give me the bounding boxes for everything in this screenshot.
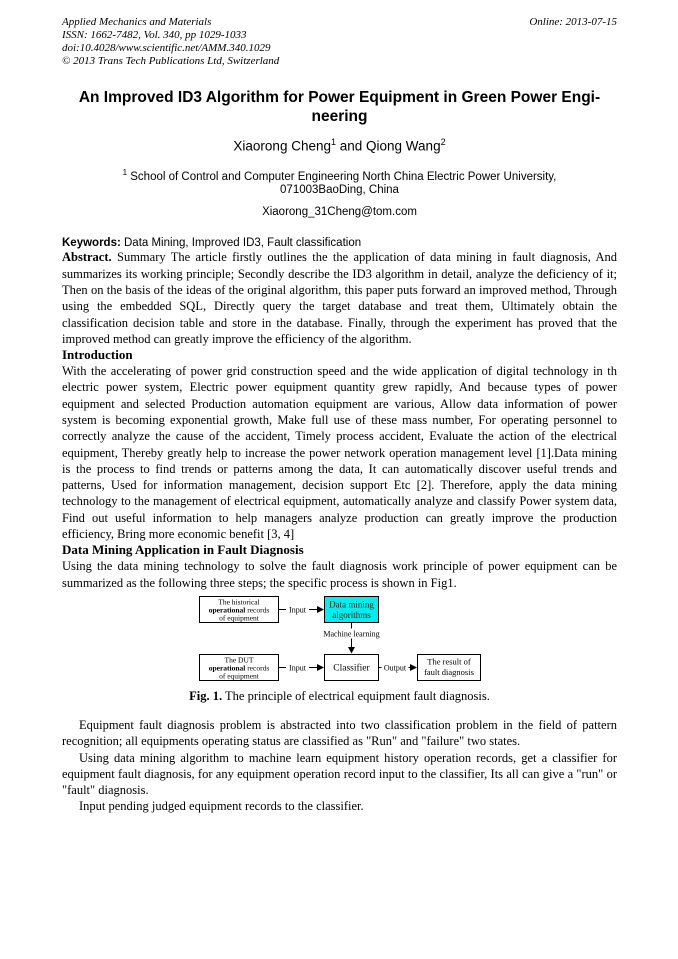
doi-line: doi:10.4028/www.scientific.net/AMM.340.1029: [62, 42, 271, 54]
historical-box-line2-bold: operational: [208, 605, 245, 615]
post-figure-paragraph-2: Using data mining algorithm to machine learn equipment history operation records, get a classifier for equipment fault diagnosis, for any equipment operation record input to the classifier, Its all can give a "run" or "fault" diagnosis.: [62, 750, 617, 798]
historical-box-line2-rest: records: [244, 605, 269, 615]
input-label-2: Input: [288, 663, 306, 673]
affiliation: [62, 166, 617, 198]
machine-learning-label: Machine learning: [322, 629, 380, 639]
journal-name: Applied Mechanics and Materials: [62, 16, 212, 28]
publication-info: [62, 16, 279, 68]
result-box-line2: fault diagnosis: [423, 666, 474, 677]
copyright-line: © 2013 Trans Tech Publications Ltd, Switzerland: [62, 55, 280, 67]
affiliation-superscript: 1: [122, 167, 128, 177]
application-heading: Data Mining Application in Fault Diagnosis: [62, 542, 304, 558]
keywords-line: [62, 237, 617, 249]
dut-box-line2-rest: records: [244, 663, 269, 673]
figure1-diagram: [198, 595, 482, 681]
post-figure-paragraph-1: Equipment fault diagnosis problem is abstracted into two classification problem in the field of pattern recognition; all equipments operating status are classified as "Run" and "failure" two states.: [62, 717, 617, 749]
abstract-text: Summary The article firstly outlines the the application of data mining in fault diagnosis, And summarizes its working principle; Secondly describe the ID3 algorithm in detail, analyze the deficiency of it; Then on the basis of the ideas of the original algorithm, this paper puts forward an improved method, Through using the embedded SQL, Directly query the target database and treat them, Ultimately obtain the classification decision table and store in the database. Finally, through the experiment has proved that the improved method can greatly improve the efficiency of the algorithm.: [62, 250, 617, 346]
page-header: [62, 16, 617, 68]
input-arrow-2-head: [317, 664, 324, 671]
paper-title-line2: neering: [311, 108, 368, 125]
input-label-1: Input: [288, 605, 306, 615]
figure1-caption-text: The principle of electrical equipment fault diagnosis.: [222, 688, 490, 703]
machine-learning-arrow-head: [348, 647, 355, 654]
author-2-superscript: 2: [440, 137, 446, 147]
paper-title-line1: An Improved ID3 Algorithm for Power Equipment in Green Power Engi-: [78, 89, 601, 106]
output-arrow-head: [410, 664, 417, 671]
data-mining-box-line2: algorithms: [331, 609, 371, 620]
dut-box-line1: The DUT: [224, 655, 253, 665]
abstract-label: Abstract.: [62, 250, 112, 265]
input-arrow-1-head: [317, 606, 324, 613]
figure-1: [62, 595, 617, 704]
result-box-line1: The result of: [426, 656, 471, 667]
historical-box-line1: The historical: [217, 597, 260, 607]
dut-box-line3: of equipment: [218, 671, 259, 681]
introduction-paragraph: With the accelerating of power grid construction speed and the wide application of digital technology in th electric power system, Electric power equipment quantity grew rapidly, And because types of power equipment and selected Production automation equipment are various, Allow data information of power system is becoming exponential growth, Make full use of these mass number, For operating personnel to correctly analyze the cause of the accident, Timely process accident, Evaluate the action of the electrical equipment, Thereby greatly help to increase the power network operation management level [1].Data mining is the process to find trends or patterns among the data, It can automatically discover useful trends and patterns, Used for information management, decision support Etc [2]. Therefore, apply the data mining technology to the management of electrical equipment, automatically analyze and classify Power system data, Find out useful information to help managers analyze production can greatly improve the production efficiency, Bring more economic benefit [3, 4]: [62, 364, 617, 542]
issn-line: ISSN: 1662-7482, Vol. 340, pp 1029-1033: [62, 29, 247, 41]
application-paragraph: Using the data mining technology to solve the fault diagnosis work principle of power equipment can be summarized as the following three steps; the specific process is shown in Fig1.: [62, 559, 617, 590]
historical-box-line3: of equipment: [218, 613, 259, 623]
abstract-paragraph: [62, 249, 617, 347]
keywords-label: Keywords:: [62, 237, 121, 250]
author-1-superscript: 1: [330, 137, 336, 147]
keywords-text: Data Mining, Improved ID3, Fault classification: [120, 237, 362, 250]
dut-box-line2-bold: operational: [208, 663, 245, 673]
author-email: Xiaorong_31Cheng@tom.com: [262, 206, 417, 219]
post-figure-paragraph-3: Input pending judged equipment records to the classifier.: [79, 799, 364, 814]
paper-title: [62, 88, 617, 126]
author-2: Qiong Wang: [366, 138, 441, 154]
output-label: Output: [383, 663, 406, 673]
classifier-box-label: Classifier: [332, 663, 370, 674]
figure1-caption-label: Fig. 1.: [189, 688, 223, 703]
figure1-caption: [62, 689, 617, 704]
affiliation-line2: 071003BaoDing, China: [280, 183, 399, 196]
data-mining-box-line1: Data mining: [328, 599, 374, 610]
introduction-heading: Introduction: [62, 347, 133, 363]
post-figure-paragraphs: [62, 717, 617, 815]
online-date: Online: 2013-07-15: [529, 16, 617, 28]
affiliation-line1: School of Control and Computer Engineering North China Electric Power University,: [127, 170, 557, 183]
author-1: Xiaorong Cheng: [233, 138, 331, 154]
author-separator: and: [336, 138, 367, 154]
author-line: [62, 137, 617, 154]
